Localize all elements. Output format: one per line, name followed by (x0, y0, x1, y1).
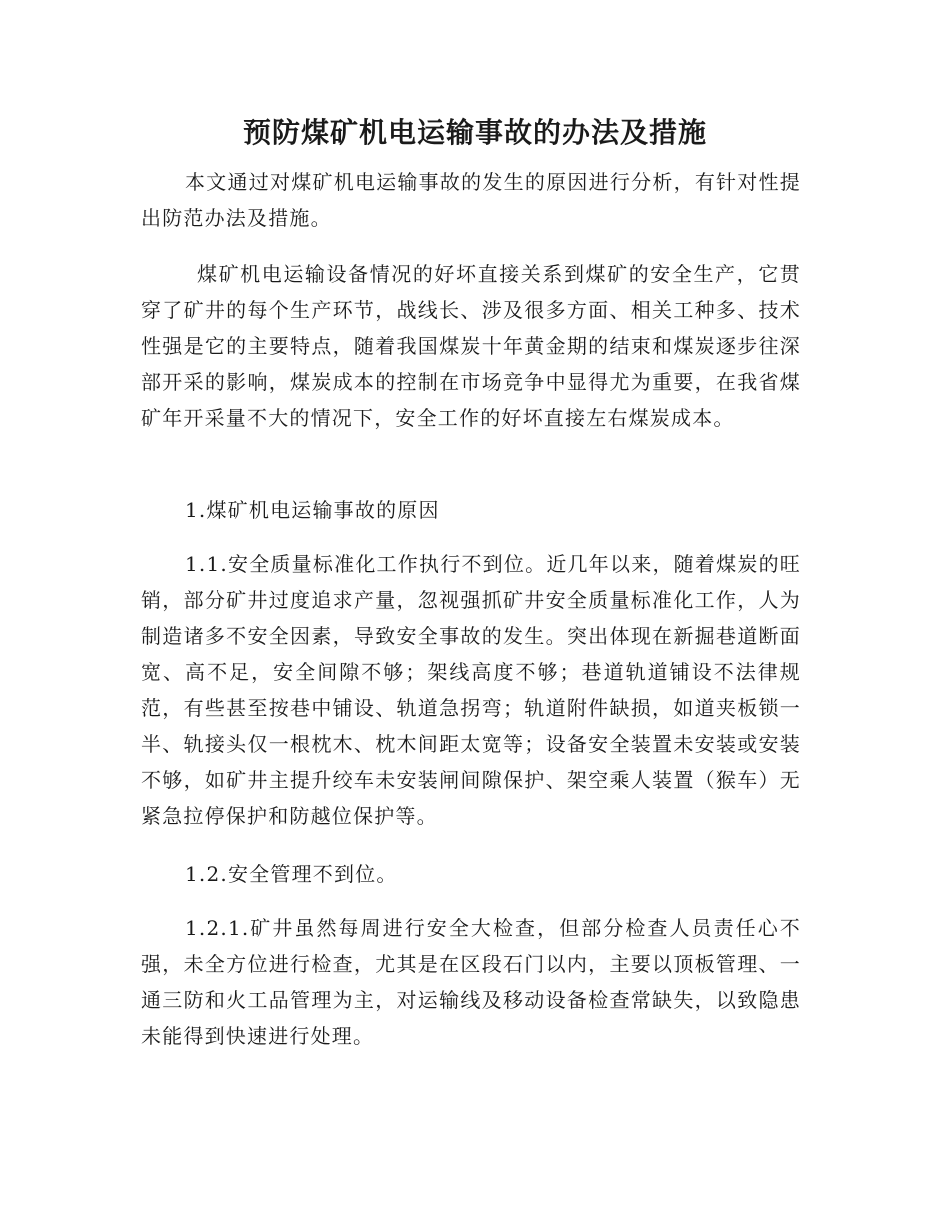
section-1-1-paragraph: 1.1.安全质量标准化工作执行不到位。近几年以来，随着煤炭的旺销，部分矿井过度追求产量，忽视强抓矿井安全质量标准化工作，人为制造诸多不安全因素，导致安全事故的发生。突出体现在新掘巷道断面宽、高不足，安全间隙不够；架线高度不够；巷道轨道铺设不法律规范，有些甚至按巷中铺设、轨道急拐弯；轨道附件缺损，如道夹板锁一半、轨接头仅一根枕木、枕木间距太宽等；设备安全装置未安装或安装不够，如矿井主提升绞车未安装闸间隙保护、架空乘人装置（猴车）无紧急拉停保护和防越位保护等。 (141, 552, 801, 828)
document-title: 预防煤矿机电运输事故的办法及措施 (242, 116, 707, 149)
intro-paragraph: 本文通过对煤矿机电运输事故的发生的原因进行分析，有针对性提出防范办法及措施。 (141, 170, 801, 230)
section-1-2-heading: 1.2.安全管理不到位。 (185, 862, 398, 886)
section-heading-1: 1.煤矿机电运输事故的原因 (185, 498, 440, 522)
background-paragraph: 煤矿机电运输设备情况的好坏直接关系到煤矿的安全生产，它贯穿了矿井的每个生产环节，战线长、涉及很多方面、相关工种多、技术性强是它的主要特点，随着我国煤炭十年黄金期的结束和煤炭逐步往深部开采的影响，煤炭成本的控制在市场竞争中显得尤为重要，在我省煤矿年开采量不大的情况下，安全工作的好坏直接左右煤炭成本。 (141, 262, 801, 430)
section-1-2-1-paragraph: 1.2.1.矿井虽然每周进行安全大检查，但部分检查人员责任心不强，未全方位进行检查，尤其是在区段石门以内，主要以顶板管理、一通三防和火工品管理为主，对运输线及移动设备检查常缺失，以致隐患未能得到快速进行处理。 (141, 916, 801, 1048)
